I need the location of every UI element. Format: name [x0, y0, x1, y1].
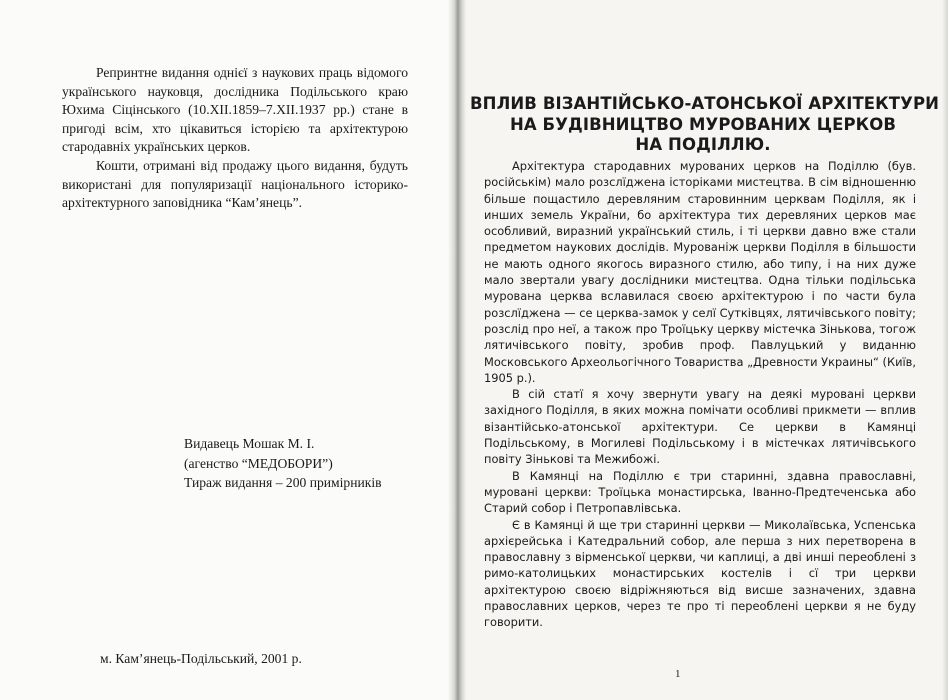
body-paragraph-3: В Камянці на Поділлю є три старинні, здавна православні, муровані церкви: Троїцька монастирська, Іванно-Предтеченська або Старий собор і Петропавлівська. — [484, 468, 916, 516]
body-paragraph-4: Є в Камянці й ще три старинні церкви — Миколаївська, Успенська архієрейська і Катедральний собор, але перша з них перетворена в православну з вірменської церкви, чи каплиці, а дві инші переоблені з римо-католицьких монастирських костелів і сї три церкви архітектурою своєю відріжняються від висше зазначених, здавна православних церков, через те про ті переоблені церкви я не буду говорити. — [484, 517, 916, 630]
body-paragraph-2: В сій статї я хочу звернути увагу на деякі муровані церкви західного Поділля, в яких можна помічати особливі прикмети — вплив візантійсько-атонської архітектури. Се церкви в Камянці Подільському, в Могилеві Подільському і в містечках лятичівського повіту Зінькові та Межибожі. — [484, 387, 916, 467]
page-number: 1 — [675, 668, 681, 680]
title-line-2: НА БУДІВНИЦТВО МУРОВАНИХ ЦЕРКОВ — [509, 114, 897, 134]
page-edge — [942, 0, 948, 700]
imprint: м. Кам’янець-Подільський, 2001 р. — [100, 651, 302, 666]
body-paragraph-1: Архітектура стародавних мурованих церков на Поділлю (був. російськім) мало розслїджена історіками мистецтва. В сім відношенню більше пощастило деревляним старовинним церквам Поділля, як і инших земель України, бо архітектура тих деревляних церков має особливий, виразний український стиль, і ті церкви давно вже стали предметом наукових дослідів. Мурованіж церкви Поділля в більшости не мають одного якогось виразного стилю, або типу, і на них дуже мало звертали увагу дослідники мистецтва. Одна тільки подільська мурована церква вславилася своєю архітектурою і по части була розслїджена — се церква-замок у селї Сутківцях, лятичівського повіту; розслід про неї, а також про Троїцьку церкву містечка Зінькова, тогож лятичівського повіту, зробив проф. Павлуцький у виданню Московського Археольогічного Товариства „Древности Украины“ (Київ, 1905 р.). — [484, 159, 916, 385]
publisher-info — [184, 434, 434, 493]
reprint-note — [62, 64, 408, 213]
publisher-agency: (агенство “МЕДОБОРИ”) — [184, 455, 333, 471]
title-line-1: ВПЛИВ ВІЗАНТІЙСЬКО-АТОНСЬКОЇ АРХІТЕКТУРИ — [470, 94, 940, 113]
reprint-note-paragraph-1: Репринтне видання однієї з наукових праць відомого українського науковця, дослідника Подільського краю Юхима Сіцінського (10.XII.1859–7.XII.1937 рр.) стане в пригоді всім, хто цікавиться історією та архітектурою стародавніх українських церков. — [62, 65, 408, 155]
print-run: Тираж видання – 200 примірників — [184, 475, 382, 490]
article-title — [470, 94, 940, 156]
article-body — [484, 158, 916, 631]
reprint-note-paragraph-2: Кошти, отримані від продажу цього видання, будуть використані для популяризації національного історико-архітектурного заповідника “Кам’янець”. — [62, 157, 408, 211]
book-gutter — [448, 0, 466, 700]
publisher-name: Видавець Мошак М. І. — [184, 436, 315, 451]
title-line-3: НА ПОДІЛЛЮ. — [635, 135, 771, 154]
